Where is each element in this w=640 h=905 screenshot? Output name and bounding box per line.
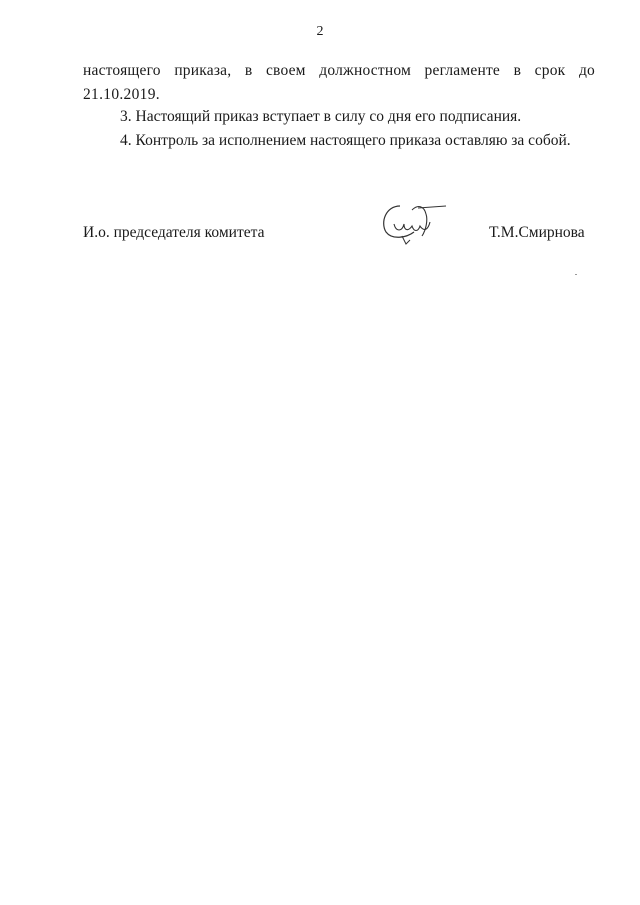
item-4: 4. Контроль за исполнением настоящего приказа оставляю за собой. — [120, 132, 571, 149]
signatory-name: Т.М.Смирнова — [489, 224, 585, 241]
item-3: 3. Настоящий приказ вступает в силу со дня его подписания. — [120, 108, 522, 125]
page-number: 2 — [316, 24, 324, 39]
signatory-title: И.о. председателя комитета — [83, 224, 265, 241]
scan-speck — [575, 274, 577, 275]
paragraph-continuation: настоящего приказа, в своем должностном регламенте в срок до — [83, 62, 595, 79]
signature-icon — [372, 196, 452, 248]
paragraph-date: 21.10.2019. — [83, 86, 160, 103]
